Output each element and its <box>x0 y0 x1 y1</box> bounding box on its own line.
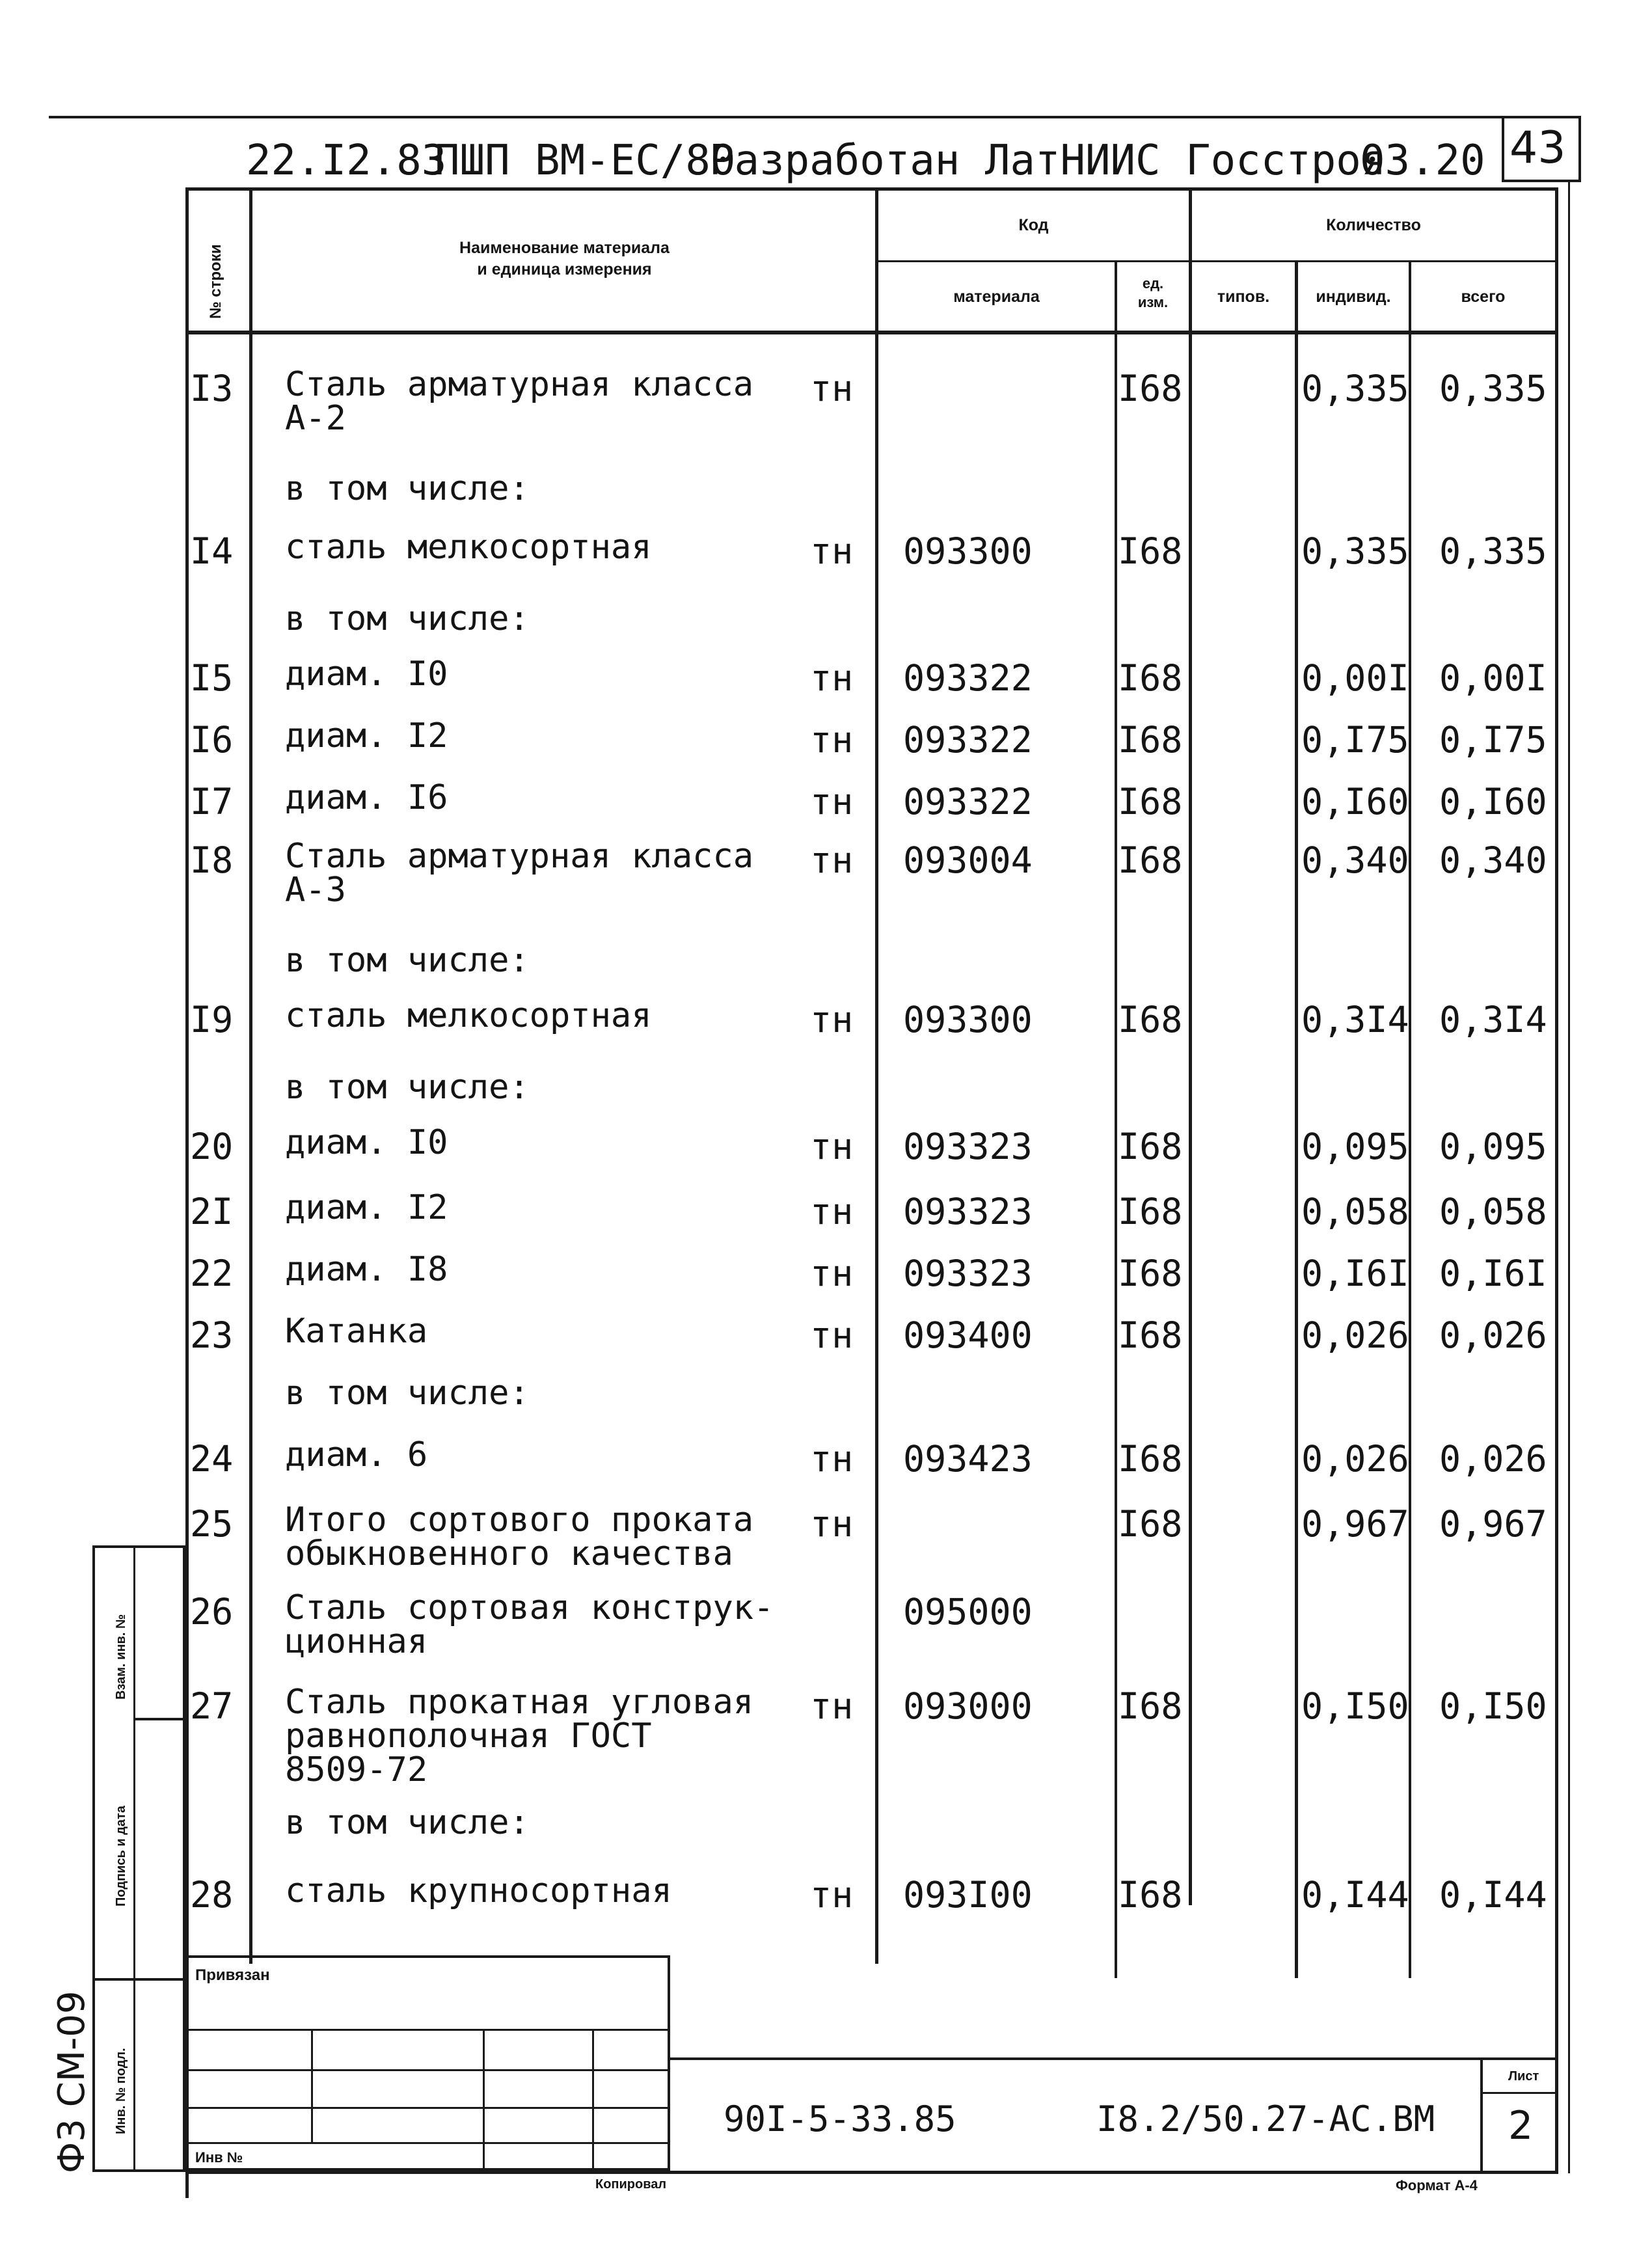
attached-box <box>185 1955 670 2171</box>
row-unit: тн <box>810 839 854 881</box>
row-individual: 0,058 <box>1301 1191 1409 1232</box>
row-unit: тн <box>810 1126 854 1167</box>
row-unit: тн <box>810 1503 854 1545</box>
header-code: 03.20 <box>1360 137 1485 185</box>
row-number: 28 <box>190 1874 234 1916</box>
row-number: I9 <box>190 999 234 1040</box>
row-name: Сталь арматурная класса А-3 <box>285 837 754 910</box>
row-individual: 0,I44 <box>1301 1874 1409 1916</box>
attached-row-4 <box>185 2142 670 2144</box>
row-total: 0,335 <box>1439 530 1547 572</box>
side-sign-date: Подпись и дата <box>114 1806 128 1907</box>
row-number: I7 <box>190 781 234 822</box>
project-code: 90I-5-33.85 <box>724 2098 956 2139</box>
col-line-num <box>249 187 252 1964</box>
row-unit: тн <box>810 1191 854 1232</box>
row-individual: 0,340 <box>1301 839 1409 881</box>
row-name: сталь мелкосортная <box>285 996 652 1035</box>
row-total: 0,335 <box>1439 368 1547 409</box>
row-total: 0,026 <box>1439 1438 1547 1480</box>
row-material-code: 093I00 <box>903 1874 1033 1916</box>
sheet-label: Лист <box>1508 2069 1539 2084</box>
row-material-code: 093322 <box>903 719 1033 761</box>
row-unit: тн <box>810 719 854 761</box>
row-individual: 0,I60 <box>1301 781 1409 822</box>
col-line-individual <box>1409 260 1411 1978</box>
row-name: Сталь арматурная класса А-2 <box>285 365 754 438</box>
attached-col-2 <box>483 2029 485 2171</box>
row-number: 25 <box>190 1503 234 1545</box>
row-name: сталь крупносортная <box>285 1871 672 1910</box>
row-unit: тн <box>810 999 854 1040</box>
row-number: 27 <box>190 1685 234 1727</box>
row-individual: 0,026 <box>1301 1438 1409 1480</box>
row-number: I5 <box>190 657 234 699</box>
row-name: в том числе: <box>285 599 530 638</box>
row-individual: 0,335 <box>1301 530 1409 572</box>
attached-row-1 <box>185 2029 670 2031</box>
side-stamp-code: Ф3 СМ-09 <box>51 1990 93 2173</box>
row-material-code: 093004 <box>903 839 1033 881</box>
side-stamp-row-2 <box>92 1978 185 1981</box>
row-name: диам. I8 <box>285 1250 448 1289</box>
row-material-code: 093423 <box>903 1438 1033 1480</box>
inv-no-label: Инв № <box>195 2149 243 2165</box>
row-unit: тн <box>810 530 854 572</box>
row-individual: 0,00I <box>1301 657 1409 699</box>
row-material-code: 093300 <box>903 999 1033 1040</box>
row-unit-code: I68 <box>1118 1191 1183 1232</box>
row-name: Катанка <box>285 1312 428 1351</box>
page-number: 43 <box>1510 122 1566 174</box>
header-mid <box>878 260 1558 262</box>
row-name: диам. I2 <box>285 1188 448 1227</box>
row-name: диам. I0 <box>285 655 448 694</box>
row-number: 22 <box>190 1253 234 1294</box>
row-total: 0,I75 <box>1439 719 1547 761</box>
frame-top <box>185 187 1558 191</box>
row-individual: 0,026 <box>1301 1314 1409 1356</box>
row-unit-code: I68 <box>1118 1253 1183 1294</box>
row-material-code: 093323 <box>903 1126 1033 1167</box>
col-line-name <box>875 187 878 1964</box>
row-total: 0,00I <box>1439 657 1547 699</box>
row-total: 0,967 <box>1439 1503 1547 1545</box>
row-number: 20 <box>190 1126 234 1167</box>
row-unit: тн <box>810 1874 854 1916</box>
row-number: I4 <box>190 530 234 572</box>
row-total: 0,026 <box>1439 1314 1547 1356</box>
row-unit-code: I68 <box>1118 368 1183 409</box>
row-material-code: 093300 <box>903 530 1033 572</box>
row-unit-code: I68 <box>1118 839 1183 881</box>
row-individual: 0,I75 <box>1301 719 1409 761</box>
title-block-top <box>670 2057 1558 2060</box>
side-stamp <box>92 1545 185 2172</box>
row-number: I6 <box>190 719 234 761</box>
frame-right <box>1555 187 1558 2172</box>
row-unit-code: I68 <box>1118 719 1183 761</box>
format-label: Формат А-4 <box>1396 2177 1478 2193</box>
sheet-box-left <box>1480 2057 1483 2171</box>
attached-col-1 <box>311 2029 313 2142</box>
row-unit: тн <box>810 781 854 822</box>
header-bottom <box>185 331 1558 334</box>
row-name: диам. I2 <box>285 716 448 755</box>
row-name: в том числе: <box>285 941 530 980</box>
side-replace-inv: Взам. инв. № <box>114 1614 128 1700</box>
col-line-unit <box>1189 187 1192 1905</box>
row-total: 0,3I4 <box>1439 999 1547 1040</box>
attached-col-3 <box>592 2029 594 2171</box>
row-material-code: 093400 <box>903 1314 1033 1356</box>
col-header-typical: типов. <box>1217 288 1270 306</box>
row-number: I3 <box>190 368 234 409</box>
col-header-row-number: № строки <box>207 244 224 319</box>
row-unit: тн <box>810 657 854 699</box>
frame-left <box>185 187 189 2198</box>
row-total: 0,095 <box>1439 1126 1547 1167</box>
document-code: I8.2/50.27-АС.ВМ <box>1096 2098 1435 2139</box>
col-header-name: Наименование материала и единица измерения <box>459 239 670 278</box>
row-total: 0,058 <box>1439 1191 1547 1232</box>
attached-row-3 <box>185 2107 670 2109</box>
row-name: сталь мелкосортная <box>285 528 652 567</box>
row-unit-code: I68 <box>1118 1438 1183 1480</box>
row-total: 0,I6I <box>1439 1253 1547 1294</box>
side-stamp-divider <box>133 1545 135 2172</box>
row-number: 24 <box>190 1438 234 1480</box>
top-rule <box>49 116 1581 118</box>
side-inv-orig: Инв. № подл. <box>114 2048 128 2134</box>
attached-label: Привязан <box>195 1966 270 1984</box>
header-date: 22.I2.83 <box>246 137 447 185</box>
row-individual: 0,095 <box>1301 1126 1409 1167</box>
row-material-code: 093323 <box>903 1191 1033 1232</box>
row-total: 0,I44 <box>1439 1874 1547 1916</box>
row-name: в том числе: <box>285 1803 530 1842</box>
row-name: Сталь сортовая конструк- ционная <box>285 1588 774 1661</box>
row-unit-code: I68 <box>1118 1874 1183 1916</box>
col-header-individual: индивид. <box>1316 288 1391 306</box>
row-material-code: 093000 <box>903 1685 1033 1727</box>
row-number: 2I <box>190 1191 234 1232</box>
row-individual: 0,I50 <box>1301 1685 1409 1727</box>
row-unit-code: I68 <box>1118 999 1183 1040</box>
attached-row-2 <box>185 2069 670 2071</box>
row-individual: 0,3I4 <box>1301 999 1409 1040</box>
row-name: Итого сортового проката обыкновенного качества <box>285 1500 754 1573</box>
row-name: Сталь прокатная угловая равнополочная ГОСТ 8509-72 <box>285 1683 754 1789</box>
row-number: 26 <box>190 1591 234 1633</box>
row-individual: 0,967 <box>1301 1503 1409 1545</box>
row-name: диам. I0 <box>285 1123 448 1162</box>
sheet-box-mid <box>1480 2092 1555 2094</box>
row-unit-code: I68 <box>1118 1503 1183 1545</box>
title-block-bottom <box>185 2171 1558 2174</box>
col-header-quantity-group: Количество <box>1326 216 1421 234</box>
col-header-code-group: Код <box>1018 216 1049 234</box>
header-developer: Разработан ЛатНИИС Госстроя <box>709 137 1387 185</box>
copied-label: Копировал <box>595 2177 667 2192</box>
row-unit: тн <box>810 1314 854 1356</box>
row-name: диам. I6 <box>285 778 448 817</box>
row-number: I8 <box>190 839 234 881</box>
col-line-typical <box>1295 260 1298 1978</box>
frame-right-outer <box>1568 182 1570 2173</box>
row-name: в том числе: <box>285 1068 530 1107</box>
row-unit: тн <box>810 1685 854 1727</box>
row-unit-code: I68 <box>1118 781 1183 822</box>
col-line-material <box>1115 260 1117 1978</box>
row-name: диам. 6 <box>285 1435 428 1474</box>
row-total: 0,I50 <box>1439 1685 1547 1727</box>
row-unit-code: I68 <box>1118 1314 1183 1356</box>
row-material-code: 093323 <box>903 1253 1033 1294</box>
col-header-total: всего <box>1461 288 1506 306</box>
row-material-code: 095000 <box>903 1591 1033 1633</box>
row-material-code: 093322 <box>903 657 1033 699</box>
row-name: в том числе: <box>285 469 530 508</box>
row-individual: 0,335 <box>1301 368 1409 409</box>
row-material-code: 093322 <box>903 781 1033 822</box>
col-header-unit-code: ед. изм. <box>1137 275 1169 310</box>
row-unit: тн <box>810 368 854 409</box>
row-unit: тн <box>810 1253 854 1294</box>
side-stamp-row-1 <box>133 1718 185 1720</box>
col-header-material-code: материала <box>953 288 1040 306</box>
header-org: ПШП ВМ-ЕС/80 <box>435 137 736 185</box>
row-unit: тн <box>810 1438 854 1480</box>
sheet-number: 2 <box>1508 2103 1534 2149</box>
row-unit-code: I68 <box>1118 657 1183 699</box>
row-individual: 0,I6I <box>1301 1253 1409 1294</box>
row-unit-code: I68 <box>1118 530 1183 572</box>
row-total: 0,I60 <box>1439 781 1547 822</box>
row-name: в том числе: <box>285 1374 530 1413</box>
row-unit-code: I68 <box>1118 1685 1183 1727</box>
row-unit-code: I68 <box>1118 1126 1183 1167</box>
row-number: 23 <box>190 1314 234 1356</box>
row-total: 0,340 <box>1439 839 1547 881</box>
